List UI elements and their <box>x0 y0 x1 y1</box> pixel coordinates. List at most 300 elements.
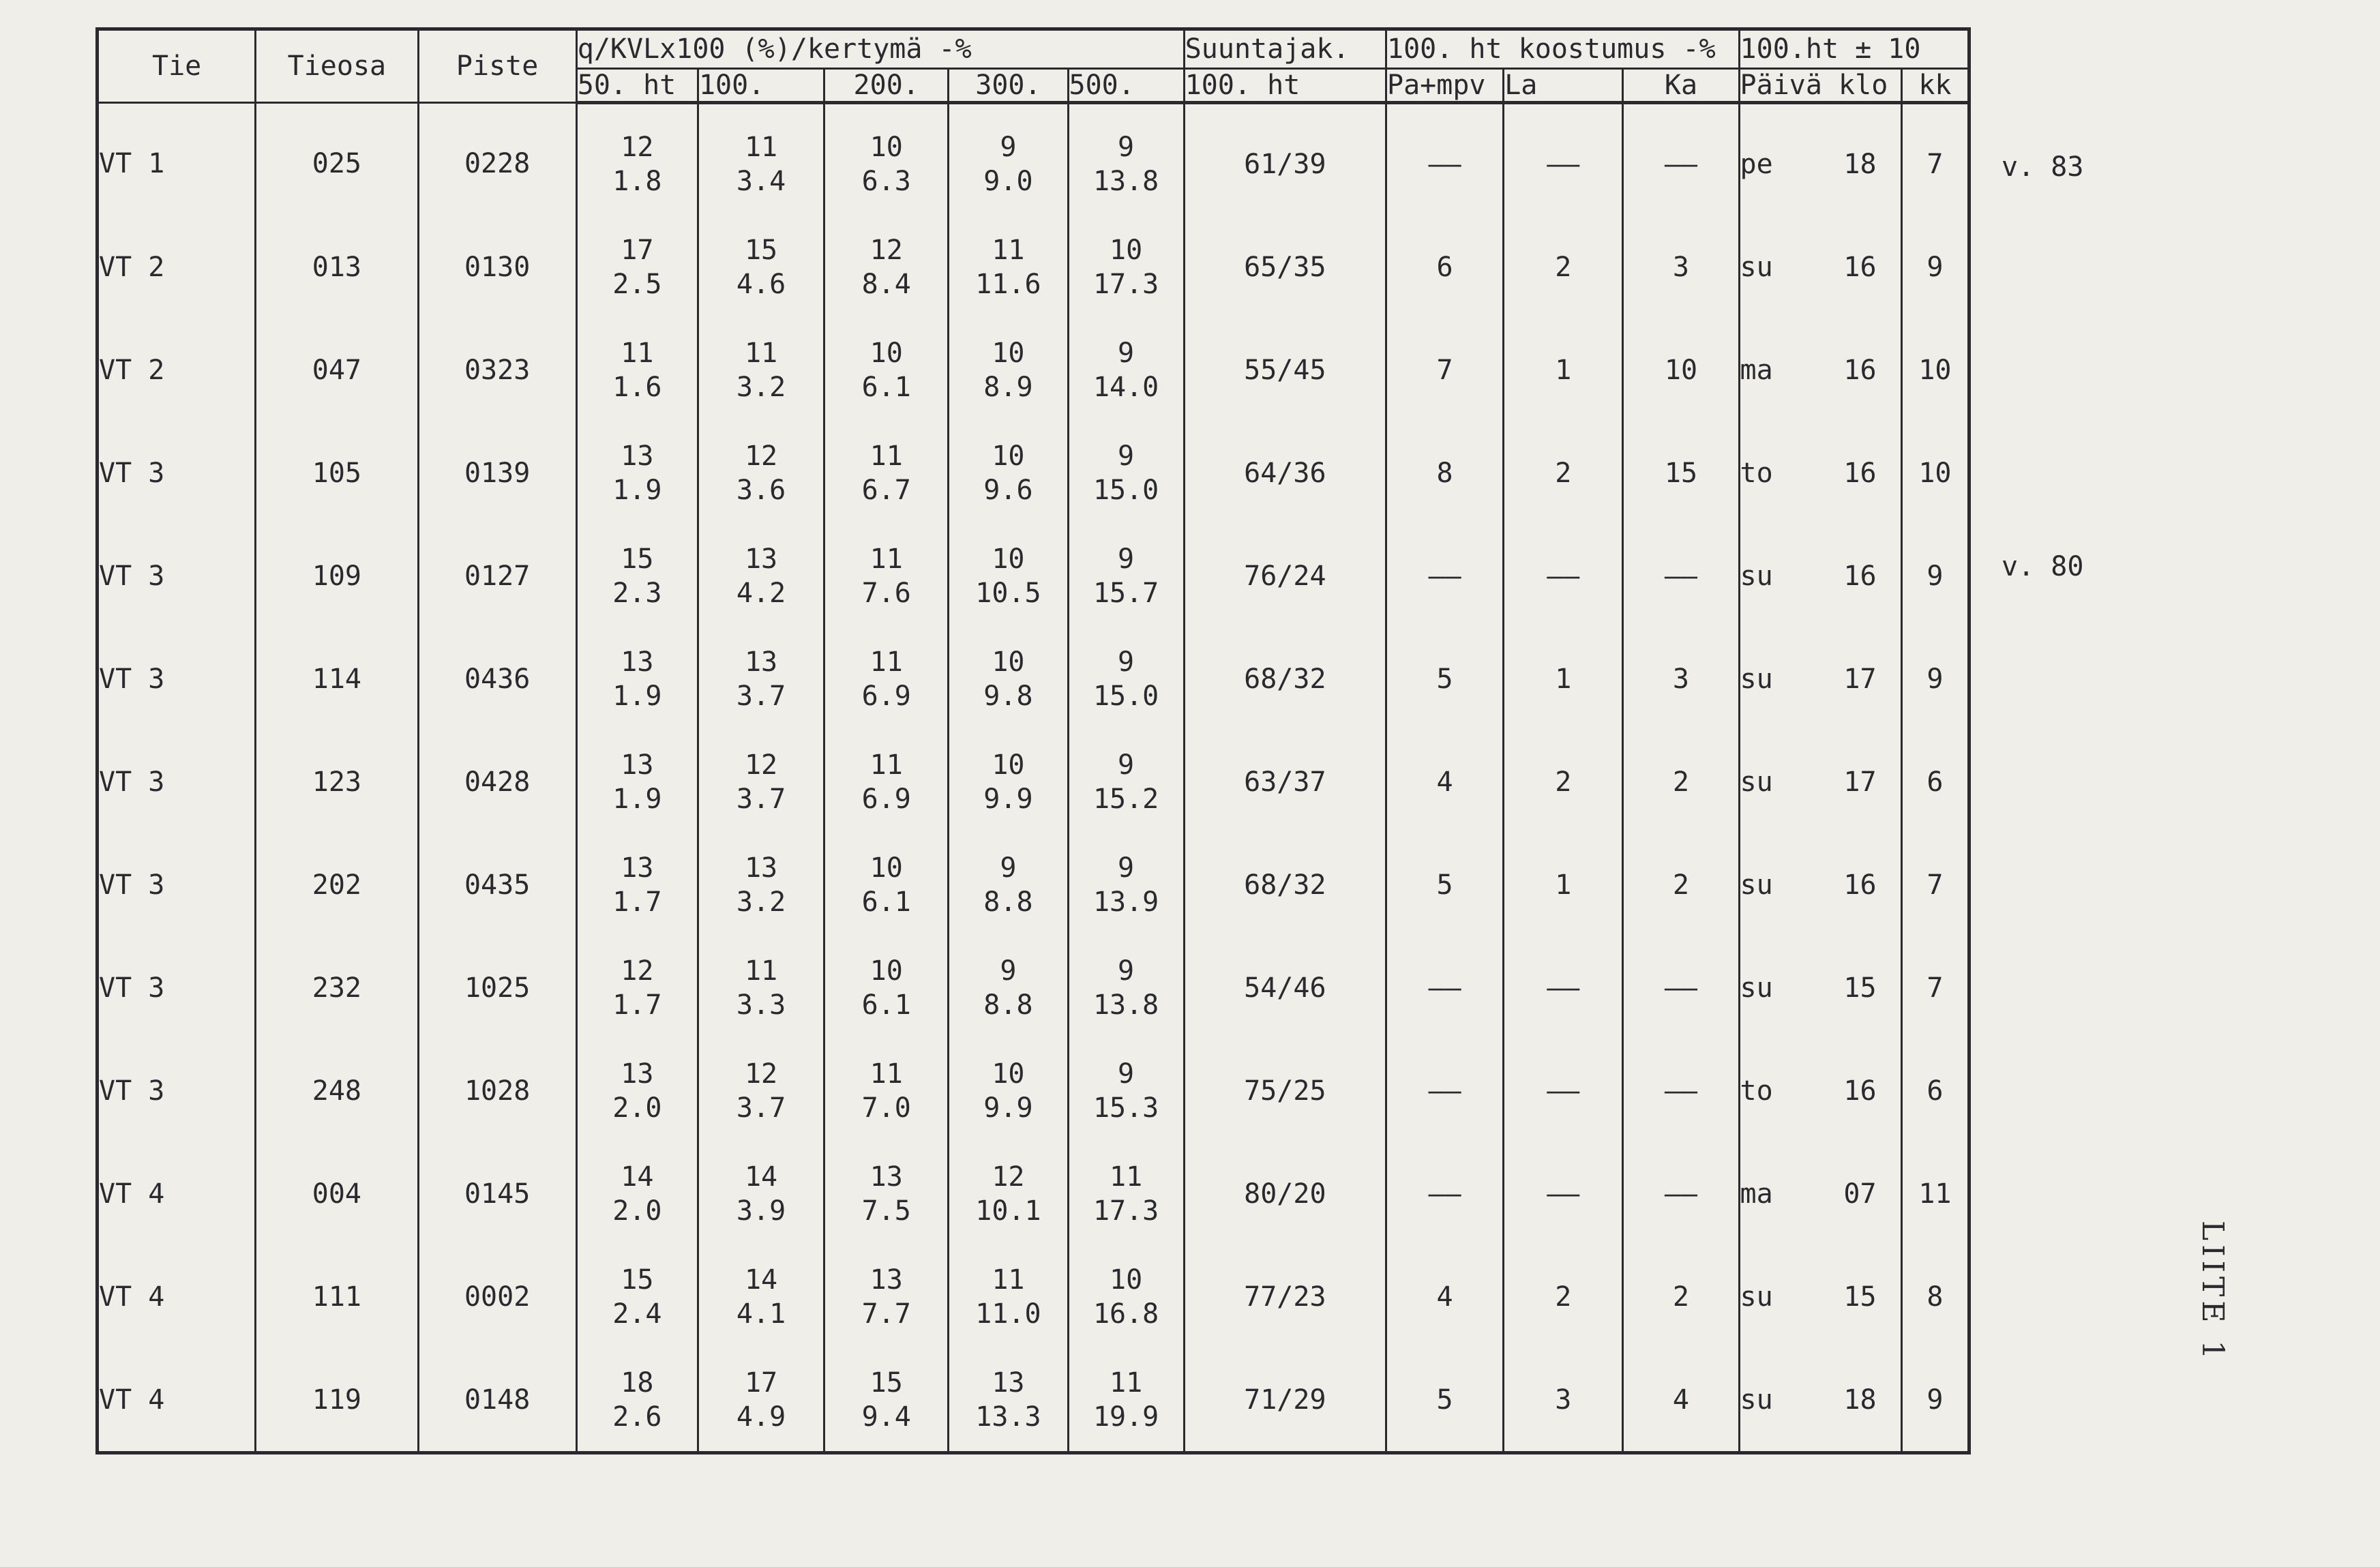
q-cumulative: 15.2 <box>1092 783 1159 815</box>
cell-tieosa: 004 <box>256 1142 418 1245</box>
q-percent: 10 <box>1110 1264 1143 1296</box>
q-cumulative: 3.7 <box>736 680 786 712</box>
cell-kk: 9 <box>1901 1348 1969 1453</box>
q-cumulative: 17.3 <box>1092 1195 1159 1227</box>
cell-piste: 0228 <box>418 103 576 216</box>
cell-pa: —— <box>1386 1039 1504 1142</box>
cell-piste: 0002 <box>418 1245 576 1348</box>
cell-piste: 0145 <box>418 1142 576 1245</box>
side-note-row-4: v. 80 <box>2002 551 2084 582</box>
cell-suunta: 71/29 <box>1184 1348 1386 1453</box>
q-cumulative: 13.3 <box>975 1401 1041 1433</box>
q-cumulative: 6.9 <box>861 783 911 815</box>
cell-q-value <box>824 1142 949 1245</box>
q-percent: 9 <box>1118 646 1135 678</box>
q-percent: 11 <box>992 234 1025 266</box>
cell-q-value <box>1068 936 1184 1039</box>
cell-q-value <box>698 1348 824 1453</box>
cell-q-value <box>1068 215 1184 318</box>
cell-q-value <box>824 833 949 936</box>
q-cumulative: 6.3 <box>861 165 911 197</box>
weekday: su <box>1740 663 1773 695</box>
cell-ka: 2 <box>1623 833 1739 936</box>
q-cumulative: 17.3 <box>1092 268 1159 300</box>
q-cumulative: 3.6 <box>736 474 786 506</box>
q-cumulative: 15.0 <box>1092 680 1159 712</box>
q-percent: 11 <box>869 1058 903 1090</box>
cell-q-value <box>1068 1245 1184 1348</box>
q-percent: 9 <box>1118 337 1135 369</box>
cell-q-value <box>698 421 824 524</box>
header-q-500: 500. <box>1068 69 1184 103</box>
q-percent: 15 <box>621 543 654 575</box>
cell-la: —— <box>1504 1142 1623 1245</box>
header-kk: kk <box>1901 69 1969 103</box>
q-percent: 10 <box>992 1058 1025 1090</box>
cell-paiva-klo <box>1739 1348 1901 1453</box>
header-q-group: q/KVLx100 (%)/kertymä -% <box>576 29 1184 69</box>
cell-pa: —— <box>1386 524 1504 627</box>
cell-paiva-klo <box>1739 627 1901 730</box>
cell-q-value <box>824 627 949 730</box>
cell-suunta: 65/35 <box>1184 215 1386 318</box>
cell-q-value <box>949 627 1068 730</box>
q-percent: 13 <box>869 1264 903 1296</box>
q-cumulative: 4.9 <box>736 1401 786 1433</box>
header-tieosa: Tieosa <box>256 29 418 103</box>
cell-q-value <box>698 318 824 421</box>
cell-kk: 8 <box>1901 1245 1969 1348</box>
q-cumulative: 14.0 <box>1092 371 1159 403</box>
hour: 17 <box>1843 663 1877 695</box>
cell-tieosa: 202 <box>256 833 418 936</box>
cell-pa: 5 <box>1386 833 1504 936</box>
weekday: su <box>1740 560 1773 592</box>
q-percent: 15 <box>744 234 778 266</box>
table-row <box>98 103 1969 216</box>
table-row <box>98 1142 1969 1245</box>
cell-suunta: 68/32 <box>1184 627 1386 730</box>
q-cumulative: 6.1 <box>861 886 911 918</box>
header-ht-group: 100.ht ± 10 <box>1739 29 1969 69</box>
q-cumulative: 13.9 <box>1092 886 1159 918</box>
q-percent: 13 <box>621 1058 654 1090</box>
weekday: ma <box>1740 1178 1773 1210</box>
traffic-data-table <box>95 27 1971 1454</box>
cell-q-value <box>1068 1348 1184 1453</box>
cell-kk: 9 <box>1901 627 1969 730</box>
side-note-row-0: v. 83 <box>2002 151 2084 183</box>
cell-tieosa: 047 <box>256 318 418 421</box>
q-percent: 9 <box>1118 131 1135 163</box>
header-q-100: 100. <box>698 69 824 103</box>
cell-q-value <box>576 627 698 730</box>
cell-q-value <box>698 1142 824 1245</box>
table-row <box>98 1348 1969 1453</box>
table-row <box>98 215 1969 318</box>
header-q-300: 300. <box>949 69 1068 103</box>
cell-q-value <box>949 524 1068 627</box>
cell-tie: VT 3 <box>98 1039 256 1142</box>
cell-la: —— <box>1504 103 1623 216</box>
q-percent: 13 <box>744 543 778 575</box>
cell-q-value <box>949 215 1068 318</box>
table-row <box>98 730 1969 833</box>
q-percent: 11 <box>869 440 903 472</box>
cell-paiva-klo <box>1739 524 1901 627</box>
q-percent: 14 <box>744 1264 778 1296</box>
cell-suunta: 55/45 <box>1184 318 1386 421</box>
q-cumulative: 6.9 <box>861 680 911 712</box>
cell-piste: 1025 <box>418 936 576 1039</box>
header-piste: Piste <box>418 29 576 103</box>
cell-pa: —— <box>1386 103 1504 216</box>
cell-q-value <box>1068 318 1184 421</box>
cell-ka: 3 <box>1623 627 1739 730</box>
q-percent: 15 <box>869 1367 903 1399</box>
q-percent: 9 <box>1000 852 1017 884</box>
q-percent: 10 <box>992 337 1025 369</box>
q-percent: 10 <box>992 440 1025 472</box>
header-q-50: 50. ht <box>576 69 698 103</box>
cell-tie: VT 3 <box>98 730 256 833</box>
q-percent: 11 <box>744 131 778 163</box>
q-cumulative: 4.2 <box>736 577 786 609</box>
q-cumulative: 8.8 <box>983 989 1033 1021</box>
q-cumulative: 9.8 <box>983 680 1033 712</box>
q-cumulative: 10.5 <box>975 577 1041 609</box>
cell-paiva-klo <box>1739 318 1901 421</box>
q-percent: 9 <box>1000 955 1017 987</box>
cell-q-value <box>1068 833 1184 936</box>
cell-paiva-klo <box>1739 1039 1901 1142</box>
cell-piste: 0130 <box>418 215 576 318</box>
cell-q-value <box>576 318 698 421</box>
cell-paiva-klo <box>1739 1245 1901 1348</box>
cell-kk: 11 <box>1901 1142 1969 1245</box>
cell-q-value <box>576 1039 698 1142</box>
q-cumulative: 6.1 <box>861 371 911 403</box>
cell-ka: 2 <box>1623 1245 1739 1348</box>
appendix-label: LIITE 1 <box>2195 1221 2230 1364</box>
cell-q-value <box>1068 627 1184 730</box>
q-percent: 17 <box>744 1367 778 1399</box>
q-cumulative: 15.7 <box>1092 577 1159 609</box>
cell-tie: VT 3 <box>98 936 256 1039</box>
cell-pa: 7 <box>1386 318 1504 421</box>
q-cumulative: 13.8 <box>1092 165 1159 197</box>
q-percent: 13 <box>621 749 654 781</box>
cell-ka: —— <box>1623 936 1739 1039</box>
q-cumulative: 19.9 <box>1092 1401 1159 1433</box>
cell-piste: 0148 <box>418 1348 576 1453</box>
q-percent: 12 <box>621 955 654 987</box>
q-percent: 13 <box>621 646 654 678</box>
q-cumulative: 4.6 <box>736 268 786 300</box>
cell-q-value <box>1068 730 1184 833</box>
hour: 16 <box>1843 354 1877 386</box>
cell-q-value <box>576 524 698 627</box>
cell-kk: 7 <box>1901 103 1969 216</box>
weekday: su <box>1740 251 1773 283</box>
q-cumulative: 8.4 <box>861 268 911 300</box>
q-cumulative: 6.7 <box>861 474 911 506</box>
q-percent: 18 <box>621 1367 654 1399</box>
q-percent: 17 <box>621 234 654 266</box>
hour: 16 <box>1843 251 1877 283</box>
cell-q-value <box>576 215 698 318</box>
q-percent: 9 <box>1118 749 1135 781</box>
cell-ka: 4 <box>1623 1348 1739 1453</box>
q-percent: 9 <box>1118 440 1135 472</box>
q-percent: 13 <box>992 1367 1025 1399</box>
q-cumulative: 3.9 <box>736 1195 786 1227</box>
cell-pa: 5 <box>1386 1348 1504 1453</box>
cell-q-value <box>824 318 949 421</box>
q-cumulative: 3.3 <box>736 989 786 1021</box>
q-percent: 12 <box>621 131 654 163</box>
header-pa: Pa+mpv <box>1386 69 1504 103</box>
cell-q-value <box>1068 1142 1184 1245</box>
table-row <box>98 421 1969 524</box>
q-percent: 10 <box>992 543 1025 575</box>
q-percent: 13 <box>744 646 778 678</box>
cell-q-value <box>576 730 698 833</box>
cell-q-value <box>698 1039 824 1142</box>
q-cumulative: 8.9 <box>983 371 1033 403</box>
cell-suunta: 68/32 <box>1184 833 1386 936</box>
q-cumulative: 2.0 <box>612 1195 662 1227</box>
cell-suunta: 76/24 <box>1184 524 1386 627</box>
cell-pa: 8 <box>1386 421 1504 524</box>
hour: 18 <box>1843 1384 1877 1416</box>
weekday: su <box>1740 869 1773 901</box>
header-q-200: 200. <box>824 69 949 103</box>
cell-q-value <box>824 936 949 1039</box>
hour: 15 <box>1843 1281 1877 1313</box>
cell-tie: VT 4 <box>98 1245 256 1348</box>
cell-la: —— <box>1504 1039 1623 1142</box>
q-cumulative: 9.9 <box>983 783 1033 815</box>
weekday: to <box>1740 457 1773 489</box>
cell-tie: VT 3 <box>98 421 256 524</box>
cell-ka: —— <box>1623 1039 1739 1142</box>
cell-tieosa: 119 <box>256 1348 418 1453</box>
header-la: La <box>1504 69 1623 103</box>
cell-kk: 7 <box>1901 833 1969 936</box>
q-percent: 9 <box>1118 543 1135 575</box>
hour: 16 <box>1843 457 1877 489</box>
cell-tieosa: 248 <box>256 1039 418 1142</box>
cell-kk: 10 <box>1901 318 1969 421</box>
q-percent: 14 <box>744 1161 778 1193</box>
q-percent: 11 <box>744 337 778 369</box>
cell-tieosa: 025 <box>256 103 418 216</box>
q-percent: 13 <box>869 1161 903 1193</box>
cell-tieosa: 232 <box>256 936 418 1039</box>
cell-suunta: 63/37 <box>1184 730 1386 833</box>
q-percent: 11 <box>744 955 778 987</box>
hour: 07 <box>1843 1178 1877 1210</box>
cell-q-value <box>824 524 949 627</box>
weekday: pe <box>1740 148 1773 180</box>
cell-paiva-klo <box>1739 833 1901 936</box>
q-percent: 11 <box>869 749 903 781</box>
q-percent: 9 <box>1118 955 1135 987</box>
cell-paiva-klo <box>1739 103 1901 216</box>
cell-q-value <box>949 1245 1068 1348</box>
q-cumulative: 9.4 <box>861 1401 911 1433</box>
q-cumulative: 3.2 <box>736 886 786 918</box>
cell-tieosa: 114 <box>256 627 418 730</box>
q-cumulative: 6.1 <box>861 989 911 1021</box>
table-row <box>98 1039 1969 1142</box>
q-percent: 10 <box>1110 234 1143 266</box>
q-cumulative: 1.7 <box>612 989 662 1021</box>
q-cumulative: 9.0 <box>983 165 1033 197</box>
q-cumulative: 2.5 <box>612 268 662 300</box>
q-percent: 13 <box>621 440 654 472</box>
cell-q-value <box>949 833 1068 936</box>
cell-la: 1 <box>1504 318 1623 421</box>
cell-suunta: 61/39 <box>1184 103 1386 216</box>
cell-q-value <box>1068 524 1184 627</box>
cell-piste: 1028 <box>418 1039 576 1142</box>
cell-q-value <box>949 421 1068 524</box>
q-cumulative: 1.9 <box>612 783 662 815</box>
q-cumulative: 11.0 <box>975 1298 1041 1330</box>
q-cumulative: 1.9 <box>612 680 662 712</box>
header-suunta-sub: 100. ht <box>1184 69 1386 103</box>
cell-piste: 0435 <box>418 833 576 936</box>
cell-kk: 9 <box>1901 215 1969 318</box>
cell-tie: VT 2 <box>98 215 256 318</box>
cell-piste: 0428 <box>418 730 576 833</box>
cell-q-value <box>949 1348 1068 1453</box>
hour: 15 <box>1843 972 1877 1004</box>
q-cumulative: 8.8 <box>983 886 1033 918</box>
q-cumulative: 2.4 <box>612 1298 662 1330</box>
q-cumulative: 4.1 <box>736 1298 786 1330</box>
weekday: ma <box>1740 354 1773 386</box>
q-percent: 13 <box>621 852 654 884</box>
cell-q-value <box>576 1245 698 1348</box>
cell-ka: 15 <box>1623 421 1739 524</box>
weekday: su <box>1740 766 1773 798</box>
cell-pa: 4 <box>1386 1245 1504 1348</box>
header-tie: Tie <box>98 29 256 103</box>
hour: 17 <box>1843 766 1877 798</box>
q-cumulative: 11.6 <box>975 268 1041 300</box>
cell-pa: 6 <box>1386 215 1504 318</box>
q-cumulative: 2.3 <box>612 577 662 609</box>
cell-la: 2 <box>1504 215 1623 318</box>
cell-kk: 7 <box>1901 936 1969 1039</box>
q-cumulative: 3.2 <box>736 371 786 403</box>
q-percent: 11 <box>869 646 903 678</box>
q-percent: 12 <box>992 1161 1025 1193</box>
header-ka: Ka <box>1623 69 1739 103</box>
cell-q-value <box>824 215 949 318</box>
header-paiva-klo: Päivä klo <box>1739 69 1901 103</box>
q-cumulative: 15.0 <box>1092 474 1159 506</box>
cell-q-value <box>576 833 698 936</box>
cell-ka: —— <box>1623 1142 1739 1245</box>
q-percent: 11 <box>992 1264 1025 1296</box>
cell-tie: VT 2 <box>98 318 256 421</box>
q-percent: 15 <box>621 1264 654 1296</box>
cell-paiva-klo <box>1739 730 1901 833</box>
cell-q-value <box>698 936 824 1039</box>
cell-piste: 0139 <box>418 421 576 524</box>
cell-tieosa: 013 <box>256 215 418 318</box>
cell-q-value <box>576 1348 698 1453</box>
cell-pa: —— <box>1386 1142 1504 1245</box>
table-row <box>98 524 1969 627</box>
q-percent: 10 <box>869 131 903 163</box>
q-percent: 11 <box>1110 1367 1143 1399</box>
cell-q-value <box>698 833 824 936</box>
cell-la: 1 <box>1504 833 1623 936</box>
q-percent: 12 <box>744 1058 778 1090</box>
hour: 18 <box>1843 148 1877 180</box>
cell-tie: VT 3 <box>98 524 256 627</box>
table-row <box>98 833 1969 936</box>
q-percent: 9 <box>1000 131 1017 163</box>
cell-q-value <box>1068 103 1184 216</box>
q-cumulative: 10.1 <box>975 1195 1041 1227</box>
cell-q-value <box>824 103 949 216</box>
cell-q-value <box>698 524 824 627</box>
q-cumulative: 7.0 <box>861 1092 911 1124</box>
cell-suunta: 64/36 <box>1184 421 1386 524</box>
q-cumulative: 1.9 <box>612 474 662 506</box>
cell-ka: 10 <box>1623 318 1739 421</box>
cell-la: 2 <box>1504 421 1623 524</box>
cell-q-value <box>824 1245 949 1348</box>
cell-kk: 6 <box>1901 730 1969 833</box>
q-percent: 10 <box>992 749 1025 781</box>
table-row <box>98 1245 1969 1348</box>
cell-paiva-klo <box>1739 421 1901 524</box>
q-cumulative: 2.6 <box>612 1401 662 1433</box>
cell-q-value <box>698 103 824 216</box>
q-percent: 11 <box>621 337 654 369</box>
table-body <box>98 103 1969 1453</box>
q-cumulative: 1.7 <box>612 886 662 918</box>
q-percent: 10 <box>992 646 1025 678</box>
q-percent: 9 <box>1118 852 1135 884</box>
cell-la: —— <box>1504 936 1623 1039</box>
q-cumulative: 9.6 <box>983 474 1033 506</box>
q-cumulative: 7.6 <box>861 577 911 609</box>
cell-tie: VT 4 <box>98 1142 256 1245</box>
q-percent: 10 <box>869 337 903 369</box>
cell-ka: 3 <box>1623 215 1739 318</box>
q-cumulative: 3.7 <box>736 783 786 815</box>
cell-q-value <box>576 1142 698 1245</box>
cell-ka: —— <box>1623 524 1739 627</box>
q-percent: 12 <box>744 440 778 472</box>
cell-q-value <box>949 1142 1068 1245</box>
q-percent: 12 <box>744 749 778 781</box>
cell-tie: VT 3 <box>98 833 256 936</box>
cell-tieosa: 123 <box>256 730 418 833</box>
cell-suunta: 54/46 <box>1184 936 1386 1039</box>
weekday: to <box>1740 1075 1773 1107</box>
cell-ka: 2 <box>1623 730 1739 833</box>
cell-pa: 5 <box>1386 627 1504 730</box>
